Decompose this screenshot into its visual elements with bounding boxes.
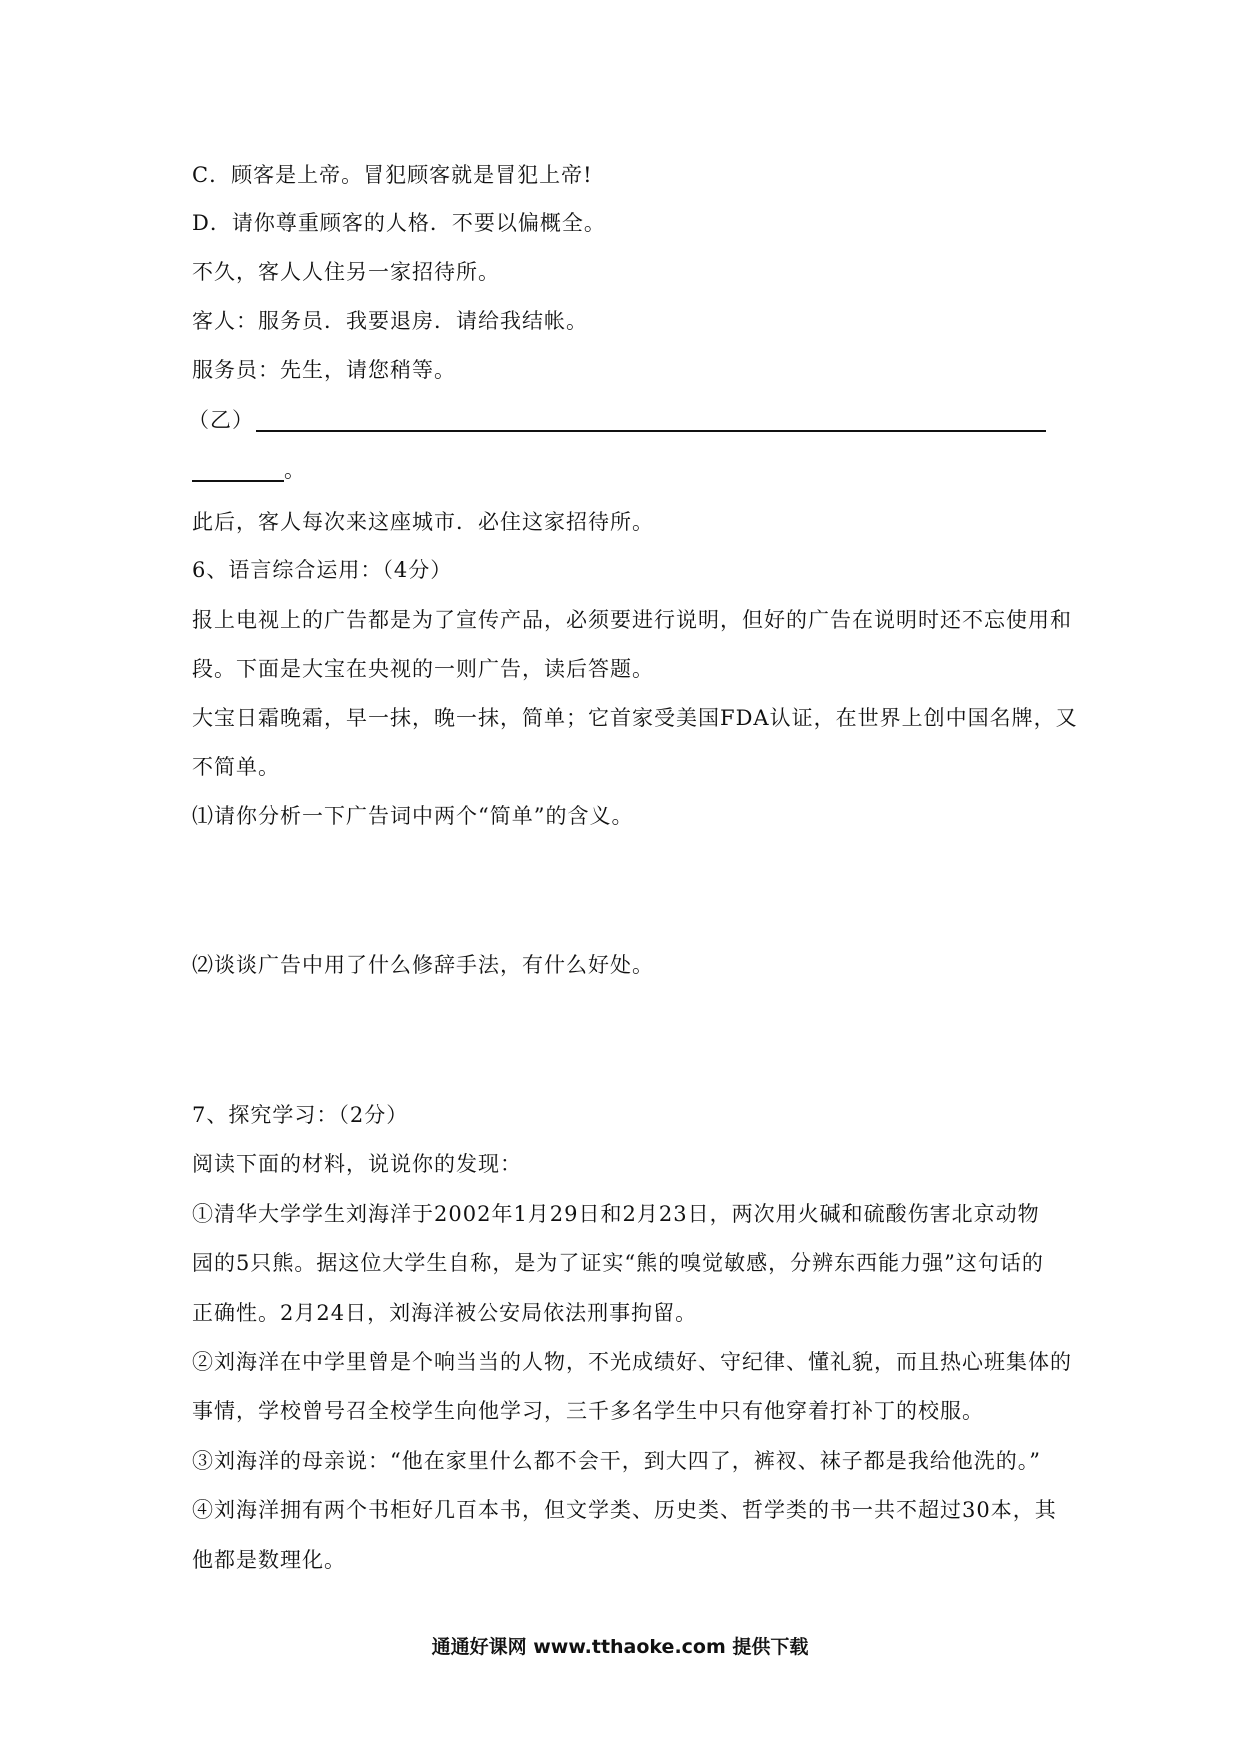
option-c: C．顾客是上帝。冒犯顾客就是冒犯上帝! <box>192 163 593 187</box>
answer-blank-line <box>256 412 1046 432</box>
ad-text-cont: 不简单。 <box>192 755 280 779</box>
question-6-text: 报上电视上的广告都是为了宣传产品，必须要进行说明，但好的广告在说明时还不忘使用和 <box>192 608 1072 632</box>
blank-continuation-row <box>192 455 306 485</box>
blank-end-period: 。 <box>284 458 306 482</box>
material-2-cont: 事情，学校曾号召全校学生向他学习，三千多名学生中只有他穿着打补丁的校服。 <box>192 1399 984 1423</box>
question-6-text-cont: 段。下面是大宝在央视的一则广告，读后答题。 <box>192 657 654 681</box>
question-6-1: ⑴请你分析一下广告词中两个“简单”的含义。 <box>192 804 634 828</box>
blank-yi-row <box>188 405 1046 435</box>
dialogue-guest: 客人：服务员．我要退房．请给我结帐。 <box>192 309 588 333</box>
material-2: ②刘海洋在中学里曾是个响当当的人物，不光成绩好、守纪律、懂礼貌，而且热心班集体的 <box>192 1350 1072 1374</box>
footer-credit: 通通好课网 www.tthaoke.com 提供下载 <box>431 1636 809 1658</box>
question-6-2: ⑵谈谈广告中用了什么修辞手法，有什么好处。 <box>192 953 654 977</box>
question-6-heading: 6、语言综合运用：（4分） <box>192 558 453 582</box>
material-3: ③刘海洋的母亲说：“他在家里什么都不会干，到大四了，裤衩、袜子都是我给他洗的。” <box>192 1449 1041 1473</box>
blank-yi-label: （乙） <box>188 408 254 432</box>
question-7-instruction: 阅读下面的材料，说说你的发现： <box>192 1152 522 1176</box>
material-1-cont2: 正确性。2月24日，刘海洋被公安局依法刑事拘留。 <box>192 1301 698 1325</box>
narration-afterwards: 此后，客人每次来这座城市．必住这家招待所。 <box>192 510 654 534</box>
answer-blank-line-end <box>192 462 284 482</box>
material-1-cont: 园的5只熊。据这位大学生自称，是为了证实“熊的嗅觉敏感，分辨东西能力强”这句话的 <box>192 1251 1044 1275</box>
material-4-cont: 他都是数理化。 <box>192 1548 346 1572</box>
narration-line: 不久，客人人住另一家招待所。 <box>192 260 500 284</box>
material-1: ①清华大学学生刘海洋于2002年1月29日和2月23日，两次用火碱和硫酸伤害北京动物 <box>192 1202 1040 1226</box>
material-4: ④刘海洋拥有两个书柜好几百本书，但文学类、历史类、哲学类的书一共不超过30本，其 <box>192 1498 1057 1522</box>
dialogue-staff: 服务员：先生，请您稍等。 <box>192 358 456 382</box>
ad-text: 大宝日霜晚霜，早一抹，晚一抹，简单；它首家受美国FDA认证，在世界上创中国名牌，又 <box>192 706 1078 730</box>
option-d: D．请你尊重顾客的人格．不要以偏概全。 <box>192 211 606 235</box>
question-7-heading: 7、探究学习：（2分） <box>192 1103 409 1127</box>
